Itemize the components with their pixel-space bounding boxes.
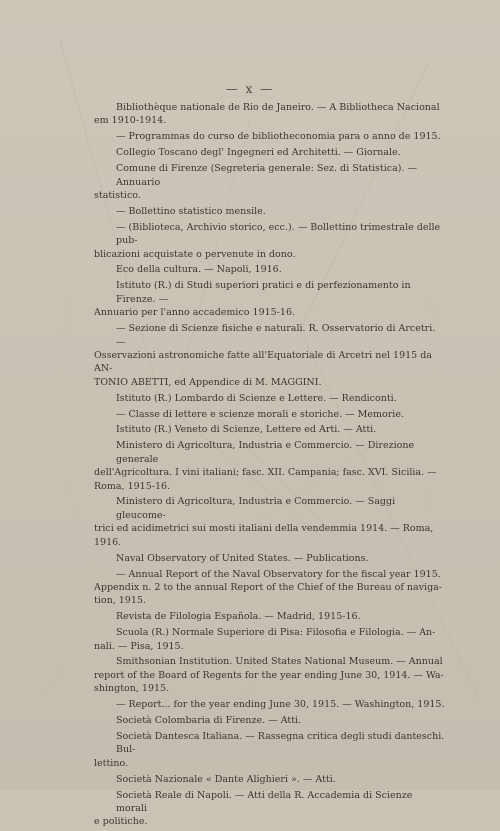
entry-line: — Programmas do curso de bibliotheconomia para o anno de 1915.	[116, 131, 441, 143]
entry-annual-report-naval	[94, 568, 446, 608]
entry-line: tion, 1915.	[94, 595, 146, 607]
entry-line: Società Reale di Napoli. — Atti della R. Accademia di Scienze morali	[116, 789, 413, 814]
entry-line: nali. — Pisa, 1915.	[94, 640, 184, 652]
entry-biblioteca-rio	[94, 101, 446, 128]
entry-eco-cultura	[116, 263, 446, 276]
entry-line: Società Dantesca Italiana. — Rassegna critica degli studi danteschi. Bul-	[116, 730, 445, 756]
entry-istituto-veneto	[116, 423, 446, 436]
bibliography-list	[94, 101, 446, 831]
entry-line: statistico.	[94, 189, 141, 201]
entry-line: Roma, 1915-16.	[94, 480, 171, 492]
entry-line: Revista de Filologia Española. — Madrid, 1915-16.	[116, 611, 361, 623]
entry-societa-nazionale	[116, 773, 446, 786]
entry-smithsonian	[94, 655, 446, 695]
entry-line: dell'Agricoltura. I vini italiani; fasc. XII. Campania; fasc. XVI. Sicilia. —	[94, 467, 437, 479]
entry-sezione-scienze	[94, 322, 446, 389]
entry-naval-observatory	[116, 552, 446, 565]
entry-line: — Classe di lettere e scienze morali e storiche. — Memorie.	[116, 408, 404, 420]
entry-comune-firenze	[94, 162, 446, 202]
entry-bollettino-mensile	[116, 205, 446, 218]
page-number-header: — x —	[225, 82, 275, 96]
entry-classe-lettere	[116, 408, 446, 421]
entry-line: — Sezione di Scienze fisiche e naturali. R. Osservatorio di Arcetri. —	[116, 323, 436, 348]
entry-line: Scuola (R.) Normale Superiore di Pisa: Filosofia e Filologia. — An-	[116, 627, 436, 639]
entry-line: em 1910-1914.	[94, 115, 167, 127]
entry-line: Collegio Toscano degl' Ingegneri ed Architetti. — Giornale.	[116, 147, 401, 159]
entry-istituto-studi-superiori	[94, 279, 446, 319]
entry-line: Comune di Firenze (Segreteria generale: Sez. di Statistica). — Annuario	[116, 163, 418, 188]
entry-line: Ministero di Agricoltura, Industria e Commercio. — Direzione generale	[116, 440, 415, 465]
entry-revista-filologia	[116, 610, 446, 623]
entry-line: — Report... for the year ending June 30, 1915. — Washington, 1915.	[116, 699, 445, 711]
entry-line: lettino.	[94, 757, 129, 769]
entry-line: — (Biblioteca, Archivio storico, ecc.). — Bollettino trimestrale delle pub-	[116, 221, 441, 247]
entry-line: — Bollettino statistico mensile.	[116, 205, 266, 217]
entry-ministero-agricoltura-1	[94, 439, 446, 493]
entry-scuola-normale	[94, 626, 446, 653]
entry-line: report of the Board of Regents for the year ending June 30, 1914. — Wa-	[94, 669, 444, 681]
entry-societa-colombaria	[116, 714, 446, 727]
entry-report-1915	[116, 698, 446, 711]
entry-societa-dantesca	[94, 730, 446, 770]
entry-ministero-agricoltura-2	[94, 495, 446, 549]
entry-line: Istituto (R.) Veneto di Scienze, Lettere ed Arti. — Atti.	[116, 424, 377, 436]
entry-line: e politiche.	[94, 816, 148, 828]
entry-istituto-lombardo	[116, 392, 446, 405]
entry-line: Osservazioni astronomiche fatte all'Equatoriale di Arcetri nel 1915 da AN-	[94, 349, 432, 375]
entry-societa-reale-napoli	[94, 789, 446, 829]
entry-line: Smithsonian Institution. United States National Museum. — Annual	[116, 656, 443, 668]
entry-line: Ministero di Agricoltura, Industria e Commercio. — Saggi gleucome-	[116, 496, 396, 521]
entry-line: shington, 1915.	[94, 683, 170, 695]
entry-line: TONIO ABETTI, ed Appendice di M. MAGGINI.	[94, 376, 322, 388]
entry-line: — Annual Report of the Naval Observatory for the fiscal year 1915.	[116, 568, 441, 580]
entry-collegio-toscano	[116, 146, 446, 159]
entry-line: Annuario per l'anno accademico 1915-16.	[94, 307, 296, 319]
entry-line: Naval Observatory of United States. — Publications.	[116, 552, 369, 564]
entry-biblioteca-archivio	[94, 221, 446, 261]
entry-programmas	[116, 130, 446, 143]
entry-line: Istituto (R.) Lombardo di Scienze e Lettere. — Rendiconti.	[116, 392, 397, 404]
entry-line: Società Colombaria di Firenze. — Atti.	[116, 715, 302, 727]
entry-line: Appendix n. 2 to the annual Report of the Chief of the Bureau of naviga-	[94, 581, 443, 593]
entry-line: Bibliothèque nationale de Rio de Janeiro. — A Bibliotheca Nacional	[116, 102, 440, 113]
entry-line: Società Nazionale « Dante Alighieri ». — Atti.	[116, 773, 336, 785]
entry-line: Eco della cultura. — Napoli, 1916.	[116, 264, 282, 276]
entry-line: blicazioni acquistate o pervenute in dono.	[94, 248, 296, 260]
entry-line: trici ed acidimetrici sui mosti italiani della vendemmia 1914. — Roma, 1916.	[94, 523, 434, 548]
entry-line: Istituto (R.) di Studi superiori pratici e di perfezionamento in Firenze. —	[116, 280, 411, 305]
